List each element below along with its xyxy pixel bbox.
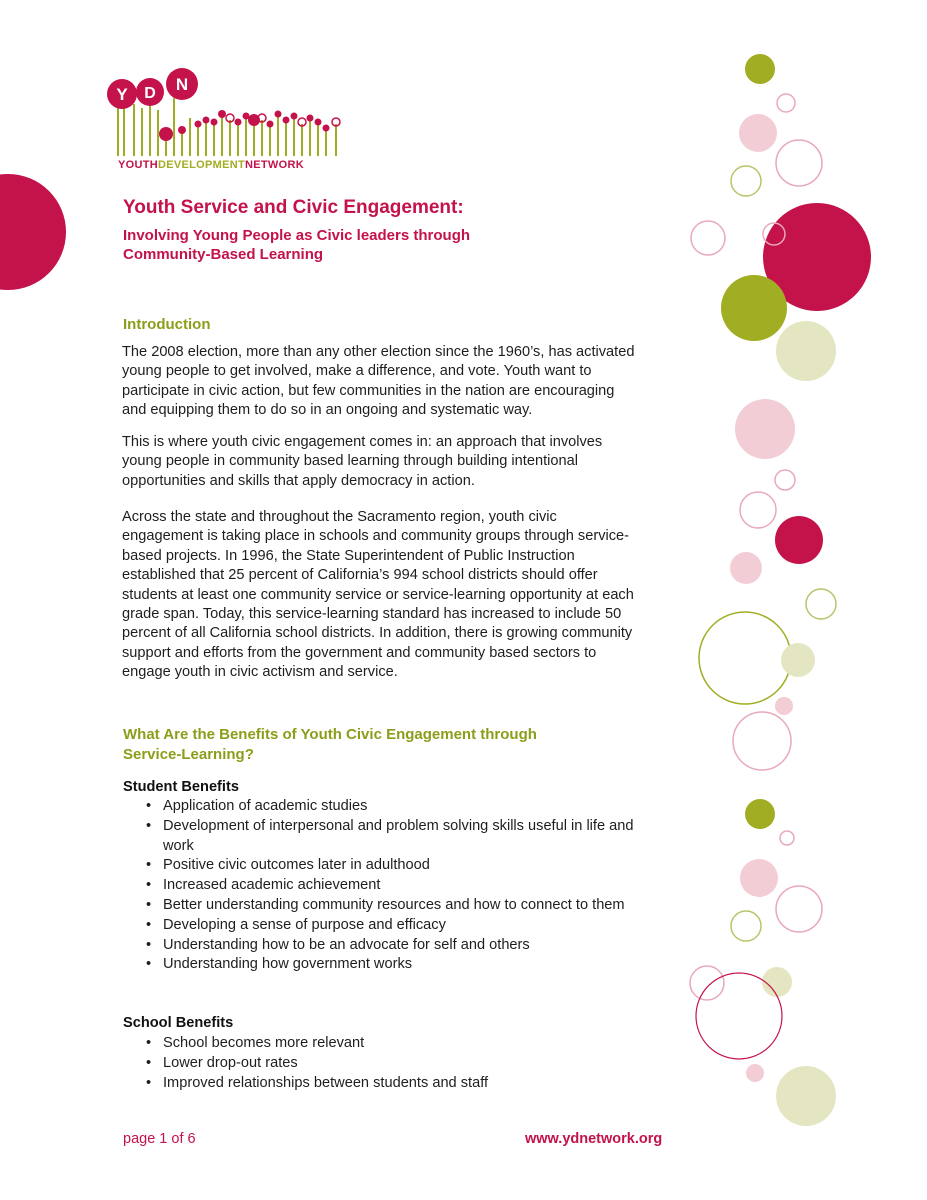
circle-deco <box>746 1064 764 1082</box>
list-item: • Better understanding community resources and how to connect to them <box>122 896 642 916</box>
circle-deco <box>690 966 724 1000</box>
circle-deco <box>775 516 823 564</box>
list-item: • Development of interpersonal and problem solving skills useful in life and work <box>122 817 642 857</box>
circle-deco <box>776 1066 836 1126</box>
logo-wordmark-development: DEVELOPMENT <box>158 159 246 171</box>
circle-deco <box>696 973 782 1059</box>
logo-letter: N <box>175 75 189 94</box>
intro-paragraph-1: The 2008 election, more than any other election since the 1960’s, has activated young people to get involved, make a difference, and vote. Youth want to participate in civic action, but few communities in the nation are encouraging and equipping them to do so in an ongoing and systematic way. <box>122 344 635 419</box>
benefits-heading <box>123 725 537 765</box>
circle-deco <box>691 221 725 255</box>
circle-deco <box>776 140 822 186</box>
circle-deco <box>806 589 836 619</box>
list-item: • School becomes more relevant <box>122 1034 642 1054</box>
school-benefits-list <box>122 1034 642 1093</box>
list-item: • Positive civic outcomes later in adulthood <box>122 856 642 876</box>
list-item: • Increased academic achievement <box>122 876 642 896</box>
page-subtitle <box>123 226 543 264</box>
circle-deco <box>731 911 761 941</box>
logo-wordmark-youth: YOUTH <box>118 159 158 171</box>
list-item: • Improved relationships between students and staff <box>122 1074 642 1094</box>
student-benefits-list <box>122 797 642 975</box>
logo-letter: Y <box>116 85 128 104</box>
circle-deco <box>776 886 822 932</box>
circle-deco <box>740 859 778 897</box>
circle-deco <box>699 612 791 704</box>
intro-paragraph-2: This is where youth civic engagement comes in: an approach that involves young people in community based learning through building intentional opportunities and skills that apply democracy in action. <box>122 434 603 489</box>
circle-deco <box>745 54 775 84</box>
circle-deco <box>776 321 836 381</box>
list-item: • Application of academic studies <box>122 797 642 817</box>
circle-deco <box>731 166 761 196</box>
website-link[interactable]: www.ydnetwork.org <box>525 1131 663 1147</box>
circle-deco <box>735 399 795 459</box>
circle-deco <box>781 643 815 677</box>
circle-deco <box>721 275 787 341</box>
circle-deco <box>739 114 777 152</box>
page-title: Youth Service and Civic Engagement: <box>123 197 464 218</box>
list-item: • Understanding how government works <box>122 955 642 975</box>
page-number: page 1 of 6 <box>123 1131 196 1147</box>
list-item: • Developing a sense of purpose and efficacy <box>122 916 642 936</box>
intro-heading: Introduction <box>123 316 211 333</box>
school-benefits-heading: School Benefits <box>123 1015 234 1031</box>
circle-deco <box>733 712 791 770</box>
list-item: • Lower drop-out rates <box>122 1054 642 1074</box>
circle-deco <box>777 94 795 112</box>
circle-deco <box>762 967 792 997</box>
circle-deco <box>775 697 793 715</box>
circle-deco <box>730 552 762 584</box>
circle-deco <box>745 799 775 829</box>
benefits-heading-line: What Are the Benefits of Youth Civic Engagement through <box>123 726 537 743</box>
subtitle-line: Community-Based Learning <box>123 246 324 263</box>
subtitle-line: Involving Young People as Civic leaders through <box>123 227 471 244</box>
logo-letter: D <box>144 85 156 102</box>
benefits-heading-line: Service-Learning? <box>123 746 254 763</box>
ydn-logo <box>104 58 354 173</box>
circle-deco <box>775 470 795 490</box>
student-benefits-heading: Student Benefits <box>123 779 239 795</box>
intro-paragraph-3: Across the state and throughout the Sacramento region, youth civic engagement is taking place in schools and community groups through service-based projects. In 1996, the State Superintendent of Public Instruction established that 25 percent of California’s 994 school districts should offer students at least one community service or service-learning opportunity at each grade span. Today, this service-learning standard has increased to include 50 percent of all California school districts. In addition, there is growing community support and efforts from the government and community based sectors to engage youth in civic activism and service. <box>122 509 634 681</box>
crimson-half-circle-left <box>0 174 66 290</box>
list-item: • Understanding how to be an advocate for self and others <box>122 936 642 956</box>
circle-deco <box>780 831 794 845</box>
logo-wordmark <box>118 159 304 171</box>
logo-wordmark-network: NETWORK <box>245 159 304 171</box>
circle-deco <box>740 492 776 528</box>
